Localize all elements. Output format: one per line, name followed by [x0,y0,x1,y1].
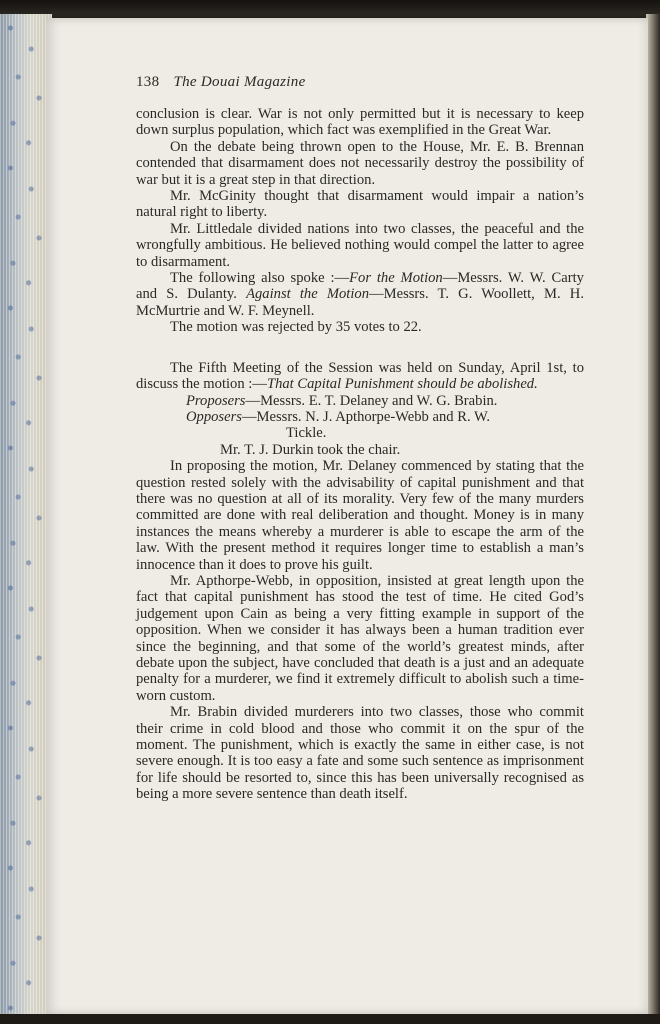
paragraph: conclusion is clear. War is not only permitted but it is necessary to keep down surplus population, which fact was exemplified in the Great War. [136,106,584,139]
proposers-names: —Messrs. E. T. Delaney and W. G. Brabin. [245,392,498,409]
for-motion-names: —Messrs. W. W. Carty and S. Dulanty. [136,270,584,303]
paragraph: On the debate being thrown open to the House, Mr. E. B. Brennan contended that disarmament does not necessarily destroy the possibility of war but it is a great step in that direction. [136,138,584,188]
meeting-lead: The Fifth Meeting of the Session was held on Sunday, April 1st, to discuss the motion :— [136,359,584,393]
running-title: The Douai Magazine [173,74,306,90]
proposers-line [136,393,584,409]
paragraph: Mr. Brabin divided murderers into two classes, those who commit their crime in cold blood and those who commit it on the spur of the moment. The punishment, which is exactly the same in either case, is not severe enough. It is too easy a fate and some such sentence as imprisonment for life should be resorted to, since this has been universally recognised as being a more severe sentence than death itself. [136,704,584,803]
section-gap [136,336,584,360]
paragraph: Mr. McGinity thought that disarmament would impair a nation’s natural right to liberty. [136,188,584,221]
proposers-label: Proposers [186,392,246,409]
book-page [46,18,648,1014]
meeting-paragraph [136,360,584,393]
opposers-names: —Messrs. N. J. Apthorpe-Webb and R. W. [241,408,491,425]
paragraph: Mr. Apthorpe-Webb, in opposition, insisted at great length upon the fact that capital punishment has stood the test of time. He cited God’s judgement upon Cain as being a very fitting example in support of the opposition. When we consider it has always been a human tradition ever since the beginning, and that some of the world’s greatest minds, after debate upon the subject, have concluded that death is a just and an adequate penalty for a murderer, we find it extremely difficult to abolish such a time-worn custom. [136,572,584,704]
paragraph: In proposing the motion, Mr. Delaney commenced by stating that the question rested solely with the advisability of capital punishment and that there was no question at all of its morality. Very few of the many murders committed are done with real deliberation and thought. Money is in many instances the means whereby a murderer is able to escape the arm of the law. With the present method it requires longer time to establish a man’s innocence than it does to prove his guilt. [136,458,584,573]
body-text [136,106,584,803]
opposers-names-cont: Tickle. [286,425,327,442]
running-header [136,74,306,91]
speakers-lead: The following also spoke :— [170,270,350,287]
against-motion-label: Against the Motion [246,286,370,303]
paragraph: Mr. Littledale divided nations into two classes, the peaceful and the wrongfully ambitious. He believed nothing would compel the latter to agree to disarmament. [136,220,584,270]
for-motion-label: For the Motion [349,270,443,287]
vote-result: The motion was rejected by 35 votes to 22. [170,319,422,336]
against-motion-names: —Messrs. T. G. Woollett, M. H. McMurtrie and W. F. Meynell. [136,286,584,319]
motion-title: That Capital Punishment should be abolished. [266,376,538,393]
page-number: 138 [136,74,160,90]
book-fore-edge [0,14,52,1014]
opposers-label: Opposers [186,408,242,425]
fore-edge-marbling [0,14,52,1014]
chair-line: Mr. T. J. Durkin took the chair. [220,441,401,458]
opposers-line [136,409,584,442]
speakers-paragraph [136,270,584,319]
book-spine-edge [646,14,660,1014]
